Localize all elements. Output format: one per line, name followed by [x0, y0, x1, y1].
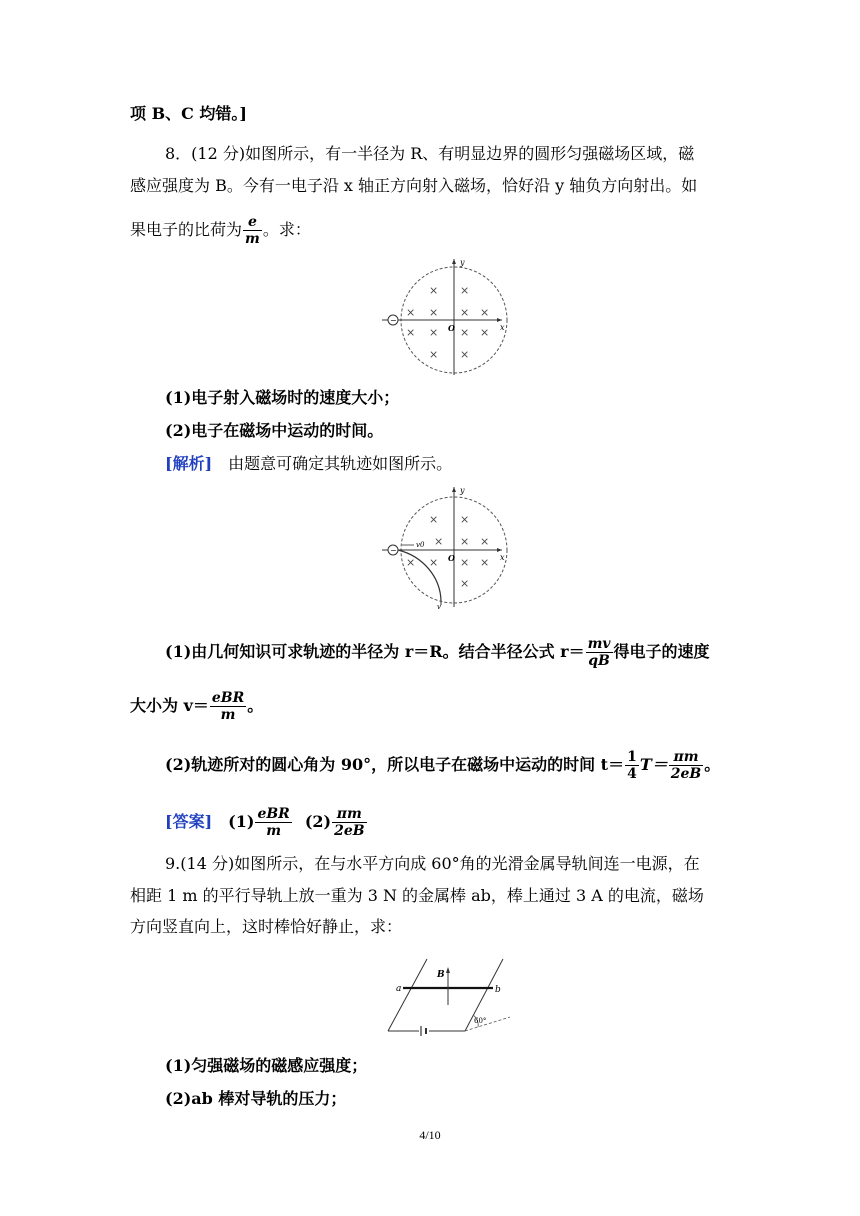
solution-intro-text: 由题意可确定其轨迹如图所示。	[228, 454, 453, 473]
q9-sub-question-1: (1)匀强磁场的磁感应强度；	[165, 1056, 368, 1075]
svg-text:×: ×	[460, 284, 470, 297]
y-axis-arrow	[452, 259, 456, 264]
solution-part-1	[165, 636, 710, 669]
svg-text:×: ×	[460, 556, 470, 569]
radius-formula: $\frac{mv}{qB}$	[587, 636, 611, 669]
field-cross-marks	[406, 513, 489, 590]
svg-text:×: ×	[406, 306, 416, 319]
solution-1-end: 。	[247, 696, 264, 715]
svg-text:×: ×	[460, 348, 470, 361]
angle-label: 60°	[474, 1017, 487, 1025]
answer-1-label: (1)	[228, 812, 255, 831]
x-axis-arrow	[497, 318, 502, 322]
page-number: 4/10	[419, 1128, 441, 1142]
q8-solution-intro	[165, 453, 452, 475]
q8-line-3	[130, 214, 311, 247]
svg-text:×: ×	[434, 535, 444, 548]
answer-tag: [答案]	[165, 812, 213, 831]
svg-text:×: ×	[480, 306, 490, 319]
rod-end-b: b	[495, 985, 501, 995]
q8-answer	[165, 806, 368, 839]
time-formula: $\frac{\pi m}{2eB}$	[670, 749, 702, 782]
charge-mass-ratio: $\frac{e}{m}$	[245, 214, 260, 247]
solution-2-end: 。	[704, 755, 721, 774]
exit-velocity-label: v	[437, 603, 441, 611]
svg-text:×: ×	[460, 326, 470, 339]
solution-1-text-b: 得电子的速度	[613, 642, 710, 661]
answer-2-label: (2)	[304, 812, 332, 831]
q9-line-2: 相距 1 m 的平行导轨上放一重为 3 N 的金属棒 ab，棒上通过 3 A 的电流，磁场	[130, 886, 704, 905]
rail-left	[388, 959, 427, 1031]
svg-text:×: ×	[480, 556, 490, 569]
prev-answer-tail: 项 B、C 均错。]	[130, 104, 247, 123]
x-axis-label: x	[500, 553, 505, 562]
q9-sub-question-2: (2)ab 棒对导轨的压力；	[165, 1089, 347, 1108]
solution-2-text: (2)轨迹所对的圆心角为 90°，所以电子在磁场中运动的时间 t＝	[165, 755, 625, 774]
q8-line-2: 感应强度为 B。今有一电子沿 x 轴正方向射入磁场，恰好沿 y 轴负方向射出。如	[130, 176, 698, 195]
y-axis-arrow	[452, 487, 456, 492]
solution-tag: [解析]	[165, 454, 213, 473]
svg-text:×: ×	[460, 535, 470, 548]
svg-text:×: ×	[460, 306, 470, 319]
solution-1-text-c: 大小为 v＝	[130, 696, 209, 715]
svg-text:×: ×	[480, 326, 490, 339]
solution-part-2	[165, 749, 720, 782]
svg-text:×: ×	[429, 348, 439, 361]
svg-text:×: ×	[429, 556, 439, 569]
electron-sign: −	[390, 316, 397, 325]
electron-sign: −	[390, 546, 397, 555]
magnetic-field-figure-1	[380, 255, 520, 375]
q9-line-1: 9.(14 分)如图所示，在与水平方向成 60°角的光滑金属导轨间连一电源，在	[165, 854, 700, 873]
origin-label: O	[448, 323, 455, 333]
q8-line-1: 8．(12 分)如图所示，有一半径为 R、有明显边界的圆形匀强磁场区域，磁	[165, 144, 695, 163]
svg-text:×: ×	[429, 326, 439, 339]
svg-text:×: ×	[460, 513, 470, 526]
quarter-fraction: $\frac{1}{4}$	[627, 749, 637, 782]
x-axis-arrow	[497, 548, 502, 552]
period-term: T＝	[639, 755, 668, 774]
svg-text:×: ×	[429, 284, 439, 297]
x-axis-label: x	[500, 323, 505, 332]
answer-1-formula: $\frac{\text{eBR}}{m}$	[257, 806, 290, 839]
rod-end-a: a	[396, 984, 402, 994]
solution-part-1-cont	[130, 690, 263, 723]
svg-text:×: ×	[429, 513, 439, 526]
solution-1-text: (1)由几何知识可求轨迹的半径为 r＝R。结合半径公式 r＝	[165, 642, 585, 661]
metal-rod-rail-figure	[385, 955, 515, 1040]
magnetic-field-figure-2	[380, 483, 520, 611]
q8-sub-question-1: (1)电子射入磁场时的速度大小；	[165, 388, 400, 407]
answer-2-formula: $\frac{\pi m}{2eB}$	[334, 806, 365, 839]
svg-text:×: ×	[480, 535, 490, 548]
q8-sub-question-2: (2)电子在磁场中运动的时间。	[165, 421, 384, 440]
field-label-B: B	[437, 970, 445, 980]
y-axis-label: y	[460, 258, 465, 267]
svg-text:×: ×	[429, 306, 439, 319]
q8-line-3-text: 果电子的比荷为	[130, 220, 243, 239]
svg-text:×: ×	[406, 556, 416, 569]
q8-line-3-end: 。求：	[262, 220, 311, 239]
svg-text:×: ×	[406, 326, 416, 339]
q9-line-3: 方向竖直向上，这时棒恰好静止，求：	[130, 917, 403, 936]
entry-velocity-label: v0	[416, 541, 425, 549]
velocity-formula: $\frac{\text{eBR}}{m}$	[211, 690, 245, 723]
svg-text:×: ×	[460, 577, 470, 590]
origin-label: O	[448, 553, 455, 563]
y-axis-label: y	[460, 486, 465, 495]
